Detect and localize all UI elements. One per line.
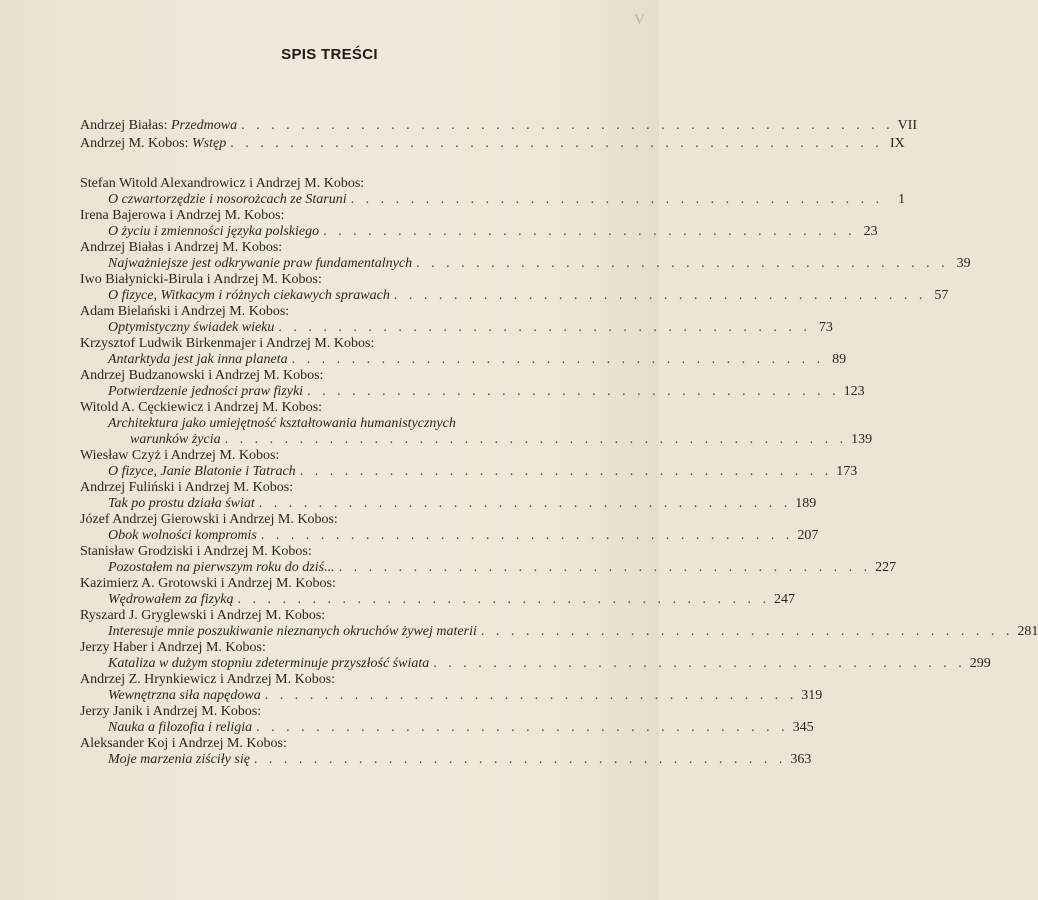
entry-title: Pozostałem na pierwszym roku do dziś... [108,560,335,575]
leader-dots: . . . . . . . . . . . . . . . . . . . . . . . . . . . . . . . . . . . . [393,288,927,303]
leader-dots: . . . . . . . . . . . . . . . . . . . . . . . . . . . . . . . . . . . . [237,592,770,607]
leader-dots: . . . . . . . . . . . . . . . . . . . . . . . . . . . . . . . . . . . . [291,352,825,367]
page-number: 189 [795,496,817,511]
page-number: 123 [843,384,865,399]
entry-title: O czwartorzędzie i nosorożcach ze Staruni [108,192,347,207]
entry-authors: Wiesław Czyż i Andrzej M. Kobos: [80,448,280,463]
toc-entry [80,512,819,544]
entry-title: Nauka a filozofia i religia [108,720,253,735]
toc-entry [80,448,858,480]
toc-entry [80,736,812,768]
entry-title: Antarktyda jest jak inna planeta [108,352,288,367]
entry-authors: Witold A. Cęckiewicz i Andrzej M. Kobos: [80,400,323,415]
page-number: 57 [934,288,949,303]
entry-authors: Józef Andrzej Gierowski i Andrzej M. Kobos: [80,512,338,527]
toc-entries [80,176,1038,768]
page-number: 345 [792,720,814,735]
entry-title: Przedmowa [170,118,238,133]
leader-dots: . . . . . . . . . . . . . . . . . . . . . . . . . . . . . . . . . . . . [416,256,949,271]
entry-authors: Adam Bielański i Andrzej M. Kobos: [80,304,290,319]
entry-title: Optymistyczny świadek wieku [108,320,275,335]
leader-dots: . . . . . . . . . . . . . . . . . . . . . . . . . . . . . . . . . . . . [278,320,811,335]
leader-dots: . . . . . . . . . . . . . . . . . . . . . . . . . . . . . . . . . . . . [256,720,789,735]
entry-authors: Iwo Białynicki-Birula i Andrzej M. Kobos: [80,272,322,287]
leader-dots: . . . . . . . . . . . . . . . . . . . . . . . . . . . . . . . . . . . . [433,656,966,671]
entry-title: Wstęp [192,136,227,151]
toc-entry [80,240,971,272]
toc-entry [80,704,814,736]
page-number: 39 [956,256,971,271]
leader-dots: . . . . . . . . . . . . . . . . . . . . . . . . . . . . . . . . . . . . [307,384,840,399]
page-number: VII [897,118,918,133]
toc-entry [80,544,897,576]
leader-dots: . . . . . . . . . . . . . . . . . . . . . . . . . . . . . . . . . . . . . . . . . . . . [241,118,894,133]
page-number: 89 [832,352,847,367]
entry-authors: Jerzy Janik i Andrzej M. Kobos: [80,704,262,719]
entry-title: O fizyce, Janie Blatonie i Tatrach [108,464,296,479]
page-number: 23 [863,224,878,239]
page-number: 173 [836,464,858,479]
page-number: 139 [851,432,873,447]
entry-title: Wędrowałem za fizyką [108,592,234,607]
entry-authors: Krzysztof Ludwik Birkenmajer i Andrzej M. Kobos: [80,336,375,351]
entry-title: Obok wolności kompromis [108,528,257,543]
page-number: 247 [773,592,795,607]
toc-entry [80,336,847,368]
toc-entry [80,672,823,704]
leader-dots: . . . . . . . . . . . . . . . . . . . . . . . . . . . . . . . . . . . . [258,496,792,511]
section-gap [80,152,585,176]
entry-authors: Andrzej Budzanowski i Andrzej M. Kobos: [80,368,324,383]
entry-authors: Ryszard J. Gryglewski i Andrzej M. Kobos: [80,608,326,623]
leader-dots: . . . . . . . . . . . . . . . . . . . . . . . . . . . . . . . . . . . . [264,688,798,703]
toc-entry [80,640,991,672]
toc-entry [80,304,833,336]
leader-dots: . . . . . . . . . . . . . . . . . . . . . . . . . . . . . . . . . . . . [480,624,1014,639]
entry-title: Interesuje mnie poszukiwanie nieznanych okruchów żywej materii [108,624,477,639]
toc-entry [80,480,817,512]
leader-dots: . . . . . . . . . . . . . . . . . . . . . . . . . . . . . . . . . . . . [323,224,856,239]
entry-authors: Irena Bajerowa i Andrzej M. Kobos: [80,208,285,223]
leader-dots: . . . . . . . . . . . . . . . . . . . . . . . . . . . . . . . . . . . . [299,464,833,479]
entry-authors: Stefan Witold Alexandrowicz i Andrzej M. Kobos: [80,176,365,191]
page-number: 207 [797,528,819,543]
toc-entry [80,176,906,208]
toc-entry [80,608,1038,640]
toc-entry [80,272,949,304]
entry-author: Andrzej Białas: [80,118,168,133]
page-number: IX [889,136,905,151]
toc-intro-entry [80,136,905,152]
leader-dots: . . . . . . . . . . . . . . . . . . . . . . . . . . . . . . . . . . . . [338,560,872,575]
entry-authors: Kazimierz A. Grotowski i Andrzej M. Kobos: [80,576,336,591]
page-number: 227 [875,560,897,575]
entry-title: Wewnętrzna siła napędowa [108,688,261,703]
entry-title: O życiu i zmienności języka polskiego [108,224,320,239]
entry-title: Potwierdzenie jedności praw fizyki [108,384,304,399]
entry-authors: Andrzej Białas i Andrzej M. Kobos: [80,240,283,255]
entry-author: Andrzej M. Kobos: [80,136,189,151]
page-number: 73 [818,320,833,335]
toc-entry [80,208,878,240]
page-number: 281 [1017,624,1038,639]
entry-authors: Aleksander Koj i Andrzej M. Kobos: [80,736,287,751]
page-number: 319 [801,688,823,703]
entry-title: O fizyce, Witkacym i różnych ciekawych sprawach [108,288,390,303]
toc-entry [80,400,873,448]
leader-dots: . . . . . . . . . . . . . . . . . . . . . . . . . . . . . . . . . . . . [260,528,794,543]
entry-authors: Andrzej Fuliński i Andrzej M. Kobos: [80,480,294,495]
entry-authors: Stanisław Grodziski i Andrzej M. Kobos: [80,544,312,559]
page-number: 1 [898,192,906,207]
entry-title: Najważniejsze jest odkrywanie praw fundamentalnych [108,256,413,271]
toc-intro-entry [80,118,918,134]
entry-title-continuation: warunków życia [130,432,221,447]
table-of-contents [80,118,1038,768]
leader-dots: . . . . . . . . . . . . . . . . . . . . . . . . . . . . . . . . . . . . [350,192,884,207]
entry-title: Architektura jako umiejętność kształtowania humanistycznych [108,416,456,431]
leader-dots: . . . . . . . . . . . . . . . . . . . . . . . . . . . . . . . . . . . . . . . . . . . . [230,136,883,151]
toc-entry [80,368,865,400]
entry-authors: Jerzy Haber i Andrzej M. Kobos: [80,640,266,655]
page-corner-mark: V [634,12,645,28]
leader-dots: . . . . . . . . . . . . . . . . . . . . . . . . . . . . . . . . . . . . . . . . . . [224,432,848,447]
toc-entry [80,576,795,608]
leader-dots: . . . . . . . . . . . . . . . . . . . . . . . . . . . . . . . . . . . . [253,752,787,767]
entry-authors: Andrzej Z. Hrynkiewicz i Andrzej M. Kobos: [80,672,336,687]
page-title: SPIS TREŚCI [281,46,378,63]
entry-title: Moje marzenia ziściły się [108,752,250,767]
page-number: 363 [790,752,812,767]
entry-title: Kataliza w dużym stopniu zdeterminuje przyszłość świata [108,656,430,671]
entry-title: Tak po prostu działa świat [108,496,255,511]
page-number: 299 [969,656,991,671]
